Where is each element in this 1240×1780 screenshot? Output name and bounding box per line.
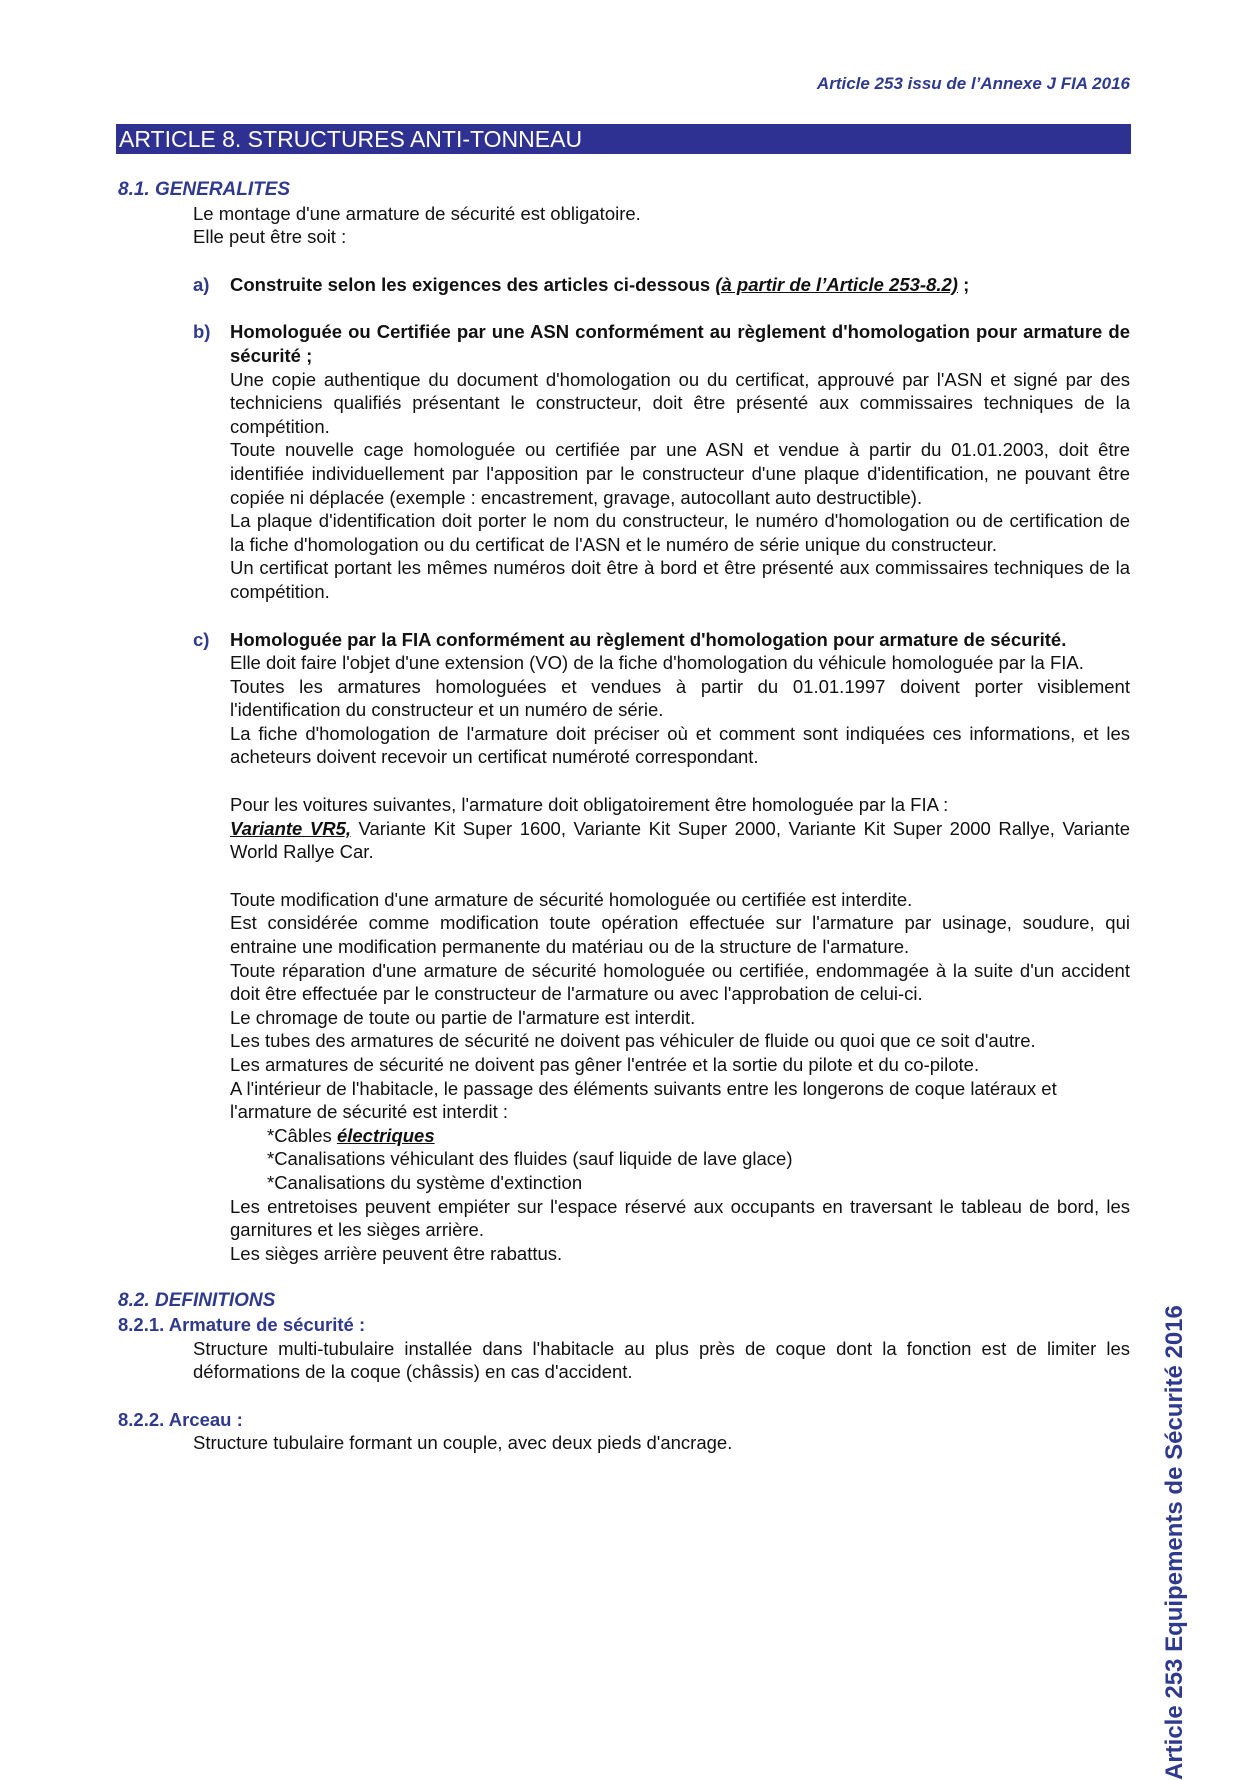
paragraph: Toute modification d'une armature de sécurité homologuée ou certifiée est interdite. xyxy=(230,888,913,910)
paragraph: Toute réparation d'une armature de sécurité homologuée ou certifiée, endommagée à la suite d'un accident doit être effectuée par le constructeur de l'armature ou avec l'approbation de celui-ci. xyxy=(230,959,1130,1005)
bullet-item: *Canalisations du système d'extinction xyxy=(267,1171,583,1193)
section-heading-8-2: 8.2. DEFINITIONS xyxy=(118,1290,276,1312)
definition-title: 8.2.2. Arceau : xyxy=(118,1408,243,1430)
bullet-item xyxy=(267,1124,1130,1148)
document-header-reference: Article 253 issu de l’Annexe J FIA 2016 xyxy=(816,74,1130,93)
option-a-end: ; xyxy=(957,273,970,295)
side-vertical-title: Article 253 Equipements de Sécurité 2016 xyxy=(1161,1305,1188,1780)
paragraph: Les entretoises peuvent empiéter sur l'espace réservé aux occupants en traversant le tableau de bord, les garnitures et les sièges arrière. xyxy=(230,1195,1130,1241)
definition-text: Structure tubulaire formant un couple, avec deux pieds d'ancrage. xyxy=(193,1432,733,1454)
page-content xyxy=(118,178,1130,1455)
bullet-item: *Canalisations véhiculant des fluides (sauf liquide de lave glace) xyxy=(267,1148,793,1170)
option-c-body xyxy=(230,628,1130,1266)
paragraph: La fiche d'homologation de l'armature doit préciser où et comment sont indiquées ces informations, et les acheteurs doivent recevoir un certificat numéroté correspondant. xyxy=(230,722,1130,768)
paragraph: A l'intérieur de l'habitacle, le passage des éléments suivants entre les longerons de coque latéraux et l'armature de sécurité est interdit : xyxy=(230,1077,1057,1123)
paragraph: Un certificat portant les mêmes numéros doit être à bord et être présenté aux commissaires techniques de la compétition. xyxy=(230,557,1130,602)
option-label: c) xyxy=(193,628,210,650)
paragraph: Les tubes des armatures de sécurité ne doivent pas véhiculer de fluide ou quoi que ce soit d'autre. xyxy=(230,1030,1036,1052)
definition-text: Structure multi-tubulaire installée dans l'habitacle au plus près de coque dont la fonction est de limiter les déformations de la coque (châssis) en cas d'accident. xyxy=(193,1337,1130,1383)
bullet-emphasis: électriques xyxy=(336,1124,435,1146)
intro-line: Le montage d'une armature de sécurité est obligatoire. xyxy=(193,202,641,224)
paragraph: Pour les voitures suivantes, l'armature doit obligatoirement être homologuée par la FIA : xyxy=(230,794,949,816)
bullet-prefix: *Câbles xyxy=(267,1124,337,1146)
option-a-text xyxy=(230,273,1130,297)
paragraph: Une copie authentique du document d'homologation ou du certificat, approuvé par l'ASN et signé par des techniciens qualifiés présentant le constructeur, doit être présenté aux commissaires techniques de la compétition. xyxy=(230,368,1130,437)
option-b xyxy=(118,320,1130,603)
definition-title: 8.2.1. Armature de sécurité : xyxy=(118,1313,366,1335)
option-a xyxy=(118,273,1130,297)
cars-list xyxy=(230,817,1130,864)
paragraph: Toute nouvelle cage homologuée ou certifiée par une ASN et vendue à partir du 01.01.2003, doit être identifiée individuellement par l'apposition par le constructeur d'une plaque d'identification, ne pouvant être copiée ni déplacée (exemple : encastrement, gravage, autocollant auto destructible). xyxy=(230,439,1130,508)
paragraph: Toutes les armatures homologuées et vendues à partir du 01.01.1997 doivent porter visiblement l'identification du constructeur et un numéro de série. xyxy=(230,675,1130,721)
paragraph: Est considérée comme modification toute opération effectuée sur l'armature par usinage, soudure, qui entraine une modification permanente du matériau ou de la structure de l'armature. xyxy=(230,912,1130,958)
option-c xyxy=(118,628,1130,1266)
paragraph: La plaque d'identification doit porter le nom du constructeur, le numéro d'homologation ou de certification de la fiche d'homologation ou du certificat de l'ASN et le numéro de série unique du constructeur. xyxy=(230,510,1130,555)
option-a-main: Construite selon les exigences des articles ci-dessous xyxy=(230,273,716,295)
option-c-title: Homologuée par la FIA conformément au règlement d'homologation pour armature de sécurité. xyxy=(230,628,1067,650)
paragraph: Les sièges arrière peuvent être rabattus. xyxy=(230,1242,563,1264)
paragraph: Les armatures de sécurité ne doivent pas gêner l'entrée et la sortie du pilote et du co-pilote. xyxy=(230,1054,980,1075)
paragraph: Elle doit faire l'objet d'une extension (VO) de la fiche d'homologation du véhicule homologuée par la FIA. xyxy=(230,652,1084,674)
option-b-title: Homologuée ou Certifiée par une ASN conformément au règlement d'homologation pour armature de sécurité ; xyxy=(230,321,1130,366)
article-reference-link: (à partir de l’Article 253-8.2) xyxy=(715,273,958,295)
intro-line: Elle peut être soit : xyxy=(193,226,347,248)
section-heading-8-1: 8.1. GENERALITES xyxy=(118,179,291,200)
article-title-bar: ARTICLE 8. STRUCTURES ANTI-TONNEAU xyxy=(116,124,1131,154)
variant-vr5: Variante VR5, xyxy=(230,817,351,839)
option-label: a) xyxy=(193,273,210,295)
cars-list-rest: Variante Kit Super 1600, Variante Kit Super 2000, Variante Kit Super 2000 Rallye, Variante World Rallye Car. xyxy=(230,817,1130,863)
option-label: b) xyxy=(193,321,211,343)
option-b-body xyxy=(230,320,1130,603)
paragraph: Le chromage de toute ou partie de l'armature est interdit. xyxy=(230,1006,696,1028)
